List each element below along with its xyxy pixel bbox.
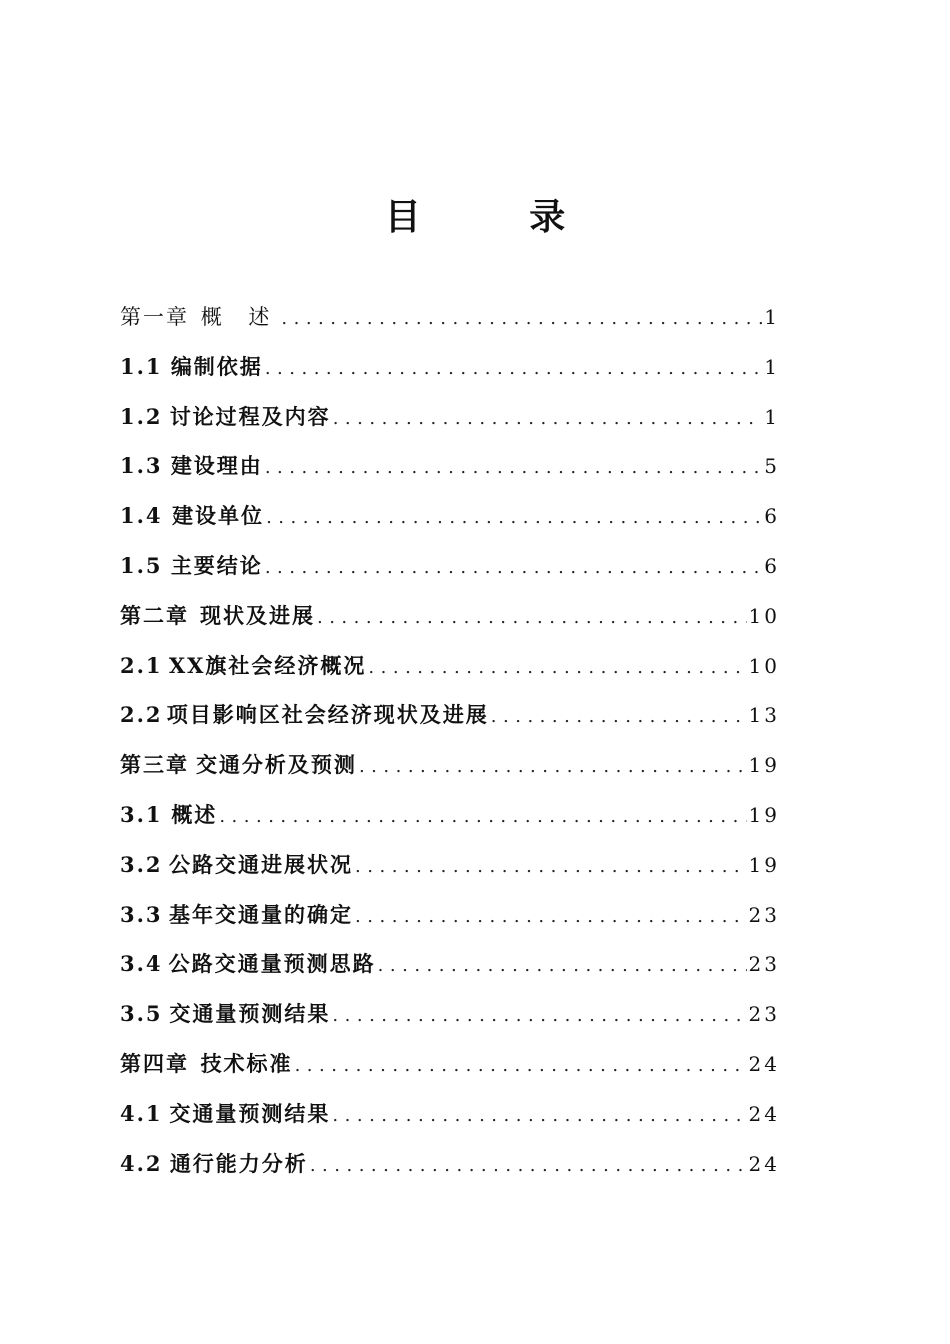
toc-entry-page: 19: [748, 802, 780, 827]
toc-entry-number: 4.1: [120, 1100, 163, 1126]
toc-entry-page: 1: [764, 404, 780, 429]
toc-entry[interactable]: [120, 491, 780, 541]
toc-entry-page: 23: [748, 902, 780, 927]
toc-entry-number: 3.1: [120, 801, 163, 827]
toc-entry-number: 2.1: [120, 652, 163, 678]
toc-entry-title: XX旗社会经济概况: [168, 652, 367, 678]
toc-entry[interactable]: [120, 840, 780, 890]
toc-entry-number: 3.5: [120, 1001, 163, 1027]
toc-entry-title: 通行能力分析: [169, 1150, 308, 1176]
table-of-contents: [120, 292, 780, 1188]
dot-leader: [265, 543, 762, 593]
dot-leader: [491, 692, 747, 742]
dot-leader: [359, 742, 747, 792]
toc-entry-title: 概 述: [200, 305, 280, 329]
toc-entry-page: 24: [748, 1101, 780, 1126]
toc-entry-title: 建设单位: [172, 503, 265, 529]
toc-entry[interactable]: [120, 740, 780, 790]
dot-leader: [295, 1041, 747, 1091]
dot-leader: [355, 892, 747, 942]
toc-entry-page: 24: [748, 1051, 780, 1076]
toc-entry-page: 5: [764, 454, 780, 479]
title-text: 目 录: [384, 196, 614, 238]
toc-entry[interactable]: [120, 1039, 780, 1089]
toc-entry-title: 主要结论: [170, 552, 263, 578]
toc-entry-page: 10: [748, 603, 780, 628]
toc-entry-page: 23: [748, 952, 780, 977]
toc-entry[interactable]: [120, 989, 780, 1039]
toc-entry-number: 1.2: [120, 403, 163, 429]
toc-entry-number: 3.2: [120, 851, 163, 877]
toc-entry-title: 技术标准: [200, 1050, 293, 1076]
toc-entry-page: 19: [748, 753, 780, 778]
toc-entry-page: 1: [764, 305, 780, 329]
toc-entry-page: 13: [748, 703, 780, 728]
page-title: [0, 192, 950, 242]
toc-entry[interactable]: [120, 890, 780, 940]
toc-entry-page: 10: [748, 653, 780, 678]
toc-entry-number: 2.2: [120, 702, 163, 728]
toc-entry-number: 第三章: [120, 752, 189, 778]
toc-entry-page: 23: [748, 1002, 780, 1027]
dot-leader: [219, 792, 746, 842]
toc-entry[interactable]: [120, 1139, 780, 1189]
dot-leader: [332, 1091, 746, 1141]
toc-entry-title: 建设理由: [170, 453, 263, 479]
toc-entry[interactable]: [120, 392, 780, 442]
toc-entry-number: 1.5: [120, 552, 163, 578]
toc-entry[interactable]: [120, 541, 780, 591]
dot-leader: [281, 294, 762, 344]
toc-entry-number: 第一章: [120, 305, 189, 329]
toc-entry-number: 4.2: [120, 1150, 163, 1176]
toc-entry-title: 公路交通进展状况: [169, 851, 354, 877]
dot-leader: [332, 991, 746, 1041]
toc-entry-number: 1.4: [120, 503, 163, 529]
toc-entry-title: 项目影响区社会经济现状及进展: [166, 702, 489, 728]
toc-entry-number: 第二章: [120, 602, 189, 628]
toc-entry-page: 6: [764, 504, 780, 529]
toc-entry[interactable]: [120, 641, 780, 691]
toc-entry-page: 6: [764, 553, 780, 578]
toc-entry-number: 1.3: [120, 453, 163, 479]
dot-leader: [368, 643, 746, 693]
toc-entry-title: 交通量预测结果: [169, 1100, 331, 1126]
toc-entry-number: 3.3: [120, 901, 163, 927]
toc-entry[interactable]: [120, 690, 780, 740]
toc-entry-page: 24: [748, 1151, 780, 1176]
toc-entry-title: 概述: [171, 801, 218, 827]
toc-entry-page: 1: [764, 354, 780, 379]
toc-entry-title: 交通量预测结果: [169, 1001, 331, 1027]
toc-entry[interactable]: [120, 441, 780, 491]
dot-leader: [265, 443, 762, 493]
toc-entry[interactable]: [120, 342, 780, 392]
dot-leader: [333, 394, 763, 444]
toc-entry[interactable]: [120, 591, 780, 641]
toc-entry-title: 编制依据: [170, 353, 263, 379]
toc-entry-title: 现状及进展: [199, 602, 315, 628]
dot-leader: [355, 842, 747, 892]
toc-entry[interactable]: [120, 939, 780, 989]
toc-entry[interactable]: [120, 790, 780, 840]
toc-entry-title: 交通分析及预测: [195, 752, 357, 778]
dot-leader: [265, 344, 762, 394]
toc-entry-number: 第四章: [120, 1050, 189, 1076]
toc-entry-page: 19: [748, 852, 780, 877]
toc-entry-title: 讨论过程及内容: [169, 403, 331, 429]
dot-leader: [266, 493, 762, 543]
toc-entry-title: 基年交通量的确定: [169, 901, 354, 927]
dot-leader: [310, 1141, 747, 1191]
toc-entry-title: 公路交通量预测思路: [168, 951, 376, 977]
toc-entry-number: 3.4: [120, 951, 163, 977]
toc-entry-number: 1.1: [120, 353, 163, 379]
dot-leader: [317, 593, 747, 643]
toc-entry[interactable]: [120, 1089, 780, 1139]
dot-leader: [378, 941, 747, 991]
toc-entry[interactable]: [120, 292, 780, 342]
